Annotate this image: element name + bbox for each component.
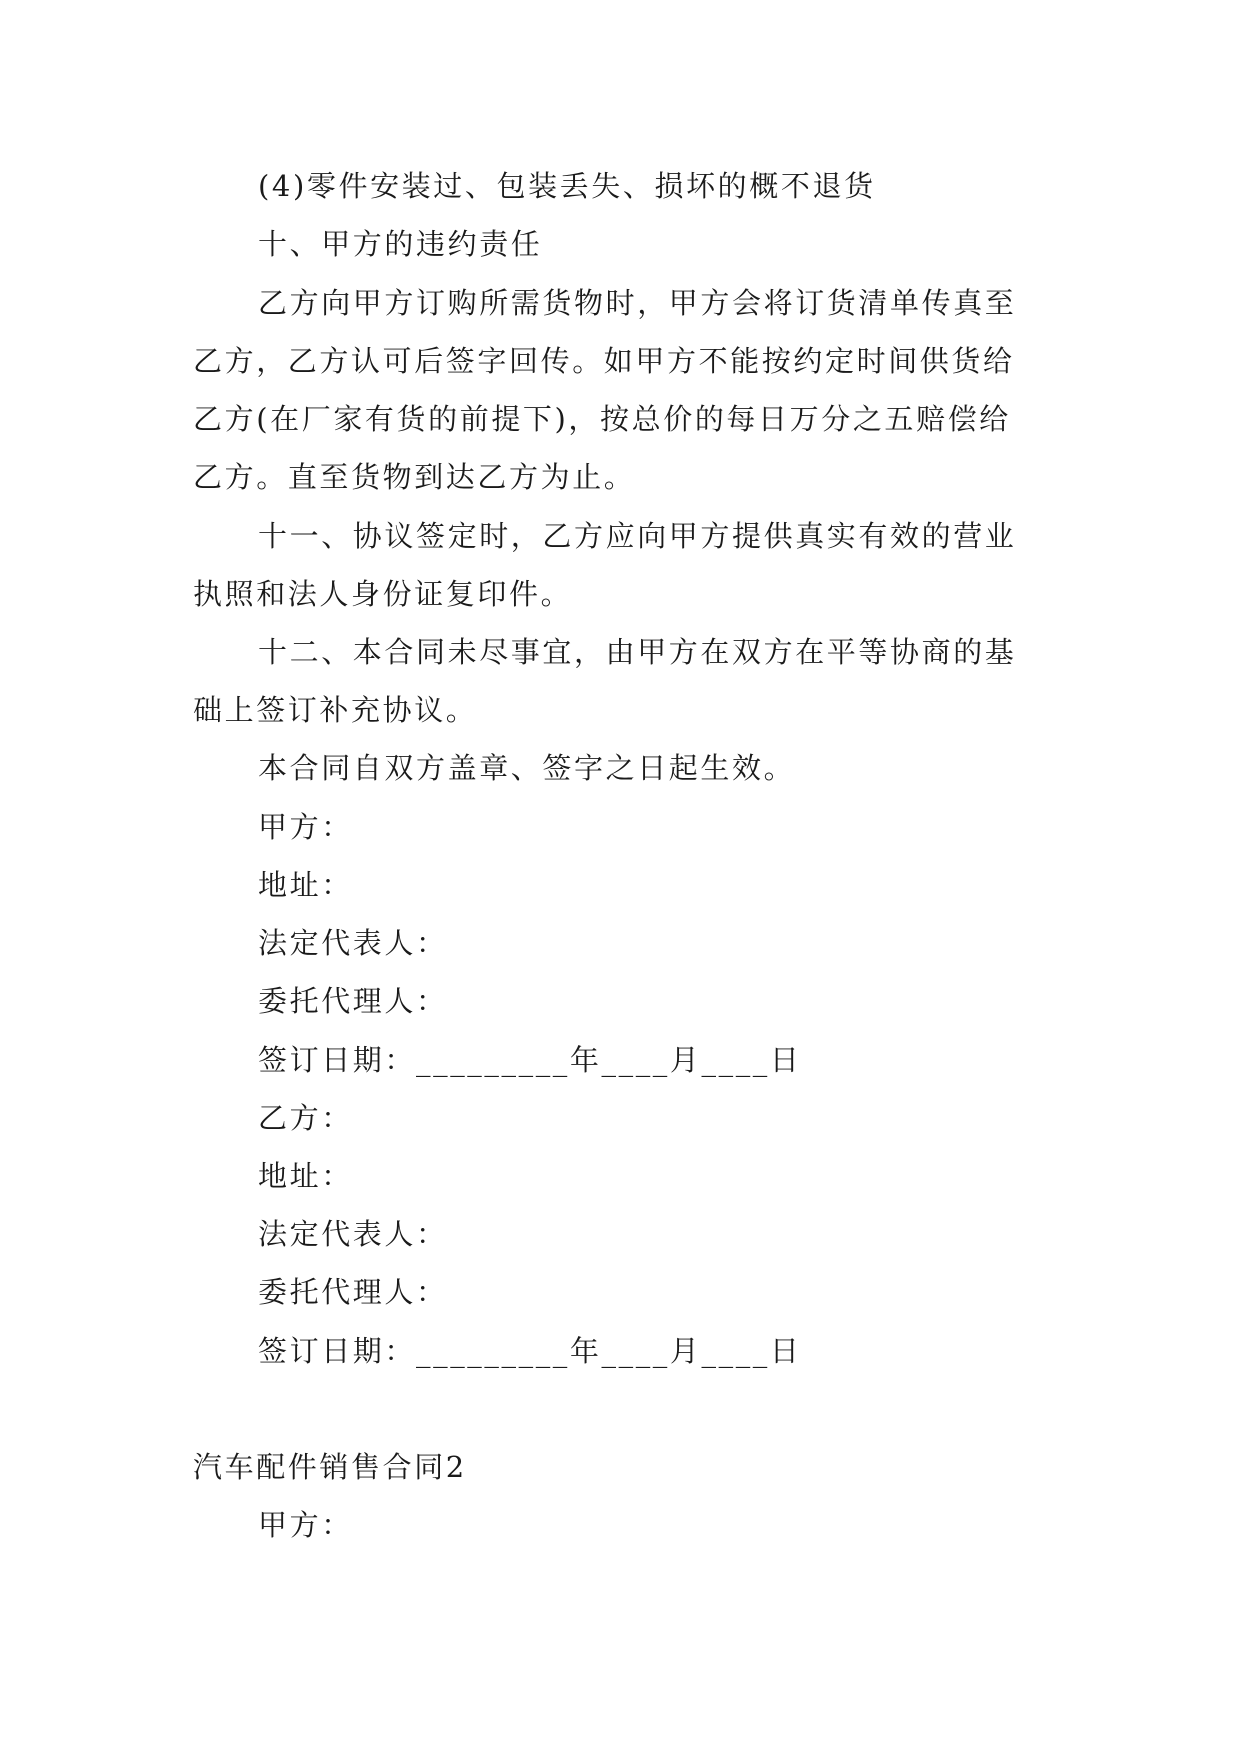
- party-b-legal-rep-label: 法定代表人：: [258, 1217, 448, 1251]
- party-a-sign-date: 签订日期：_________年____月____日: [258, 1043, 802, 1077]
- party-a-legal-rep-label: 法定代表人：: [258, 926, 448, 960]
- party-b-address-label: 地址：: [258, 1159, 353, 1193]
- section-heading-10: 十、甲方的违约责任: [258, 227, 543, 261]
- contract-title: 汽车配件销售合同2: [193, 1450, 467, 1484]
- paragraph-line: 础上签订补充协议。: [193, 693, 478, 727]
- paragraph-line: 十一、协议签定时，乙方应向甲方提供真实有效的营业: [258, 519, 1017, 553]
- party-a-label: 甲方：: [258, 810, 353, 844]
- paragraph-line: 十二、本合同未尽事宜，由甲方在双方在平等协商的基: [258, 635, 1017, 669]
- paragraph-line: 乙方，乙方认可后签字回传。如甲方不能按约定时间供货给: [193, 344, 1015, 378]
- clause-item-4: (4)零件安装过、包装丢失、损坏的概不退货: [258, 169, 876, 203]
- paragraph-line: 乙方。直至货物到达乙方为止。: [193, 460, 636, 494]
- party-b-label: 乙方：: [258, 1101, 353, 1135]
- effective-clause: 本合同自双方盖章、签字之日起生效。: [258, 751, 796, 785]
- paragraph-line: 执照和法人身份证复印件。: [193, 577, 573, 611]
- party-b-agent-label: 委托代理人：: [258, 1275, 448, 1309]
- party-a-address-label: 地址：: [258, 868, 353, 902]
- paragraph-line: 乙方(在厂家有货的前提下)，按总价的每日万分之五赔偿给: [193, 402, 1011, 436]
- paragraph-line: 乙方向甲方订购所需货物时，甲方会将订货清单传真至: [258, 286, 1017, 320]
- party-b-sign-date: 签订日期：_________年____月____日: [258, 1334, 802, 1368]
- party-a-agent-label: 委托代理人：: [258, 984, 448, 1018]
- party-a-label-contract-2: 甲方：: [258, 1508, 353, 1542]
